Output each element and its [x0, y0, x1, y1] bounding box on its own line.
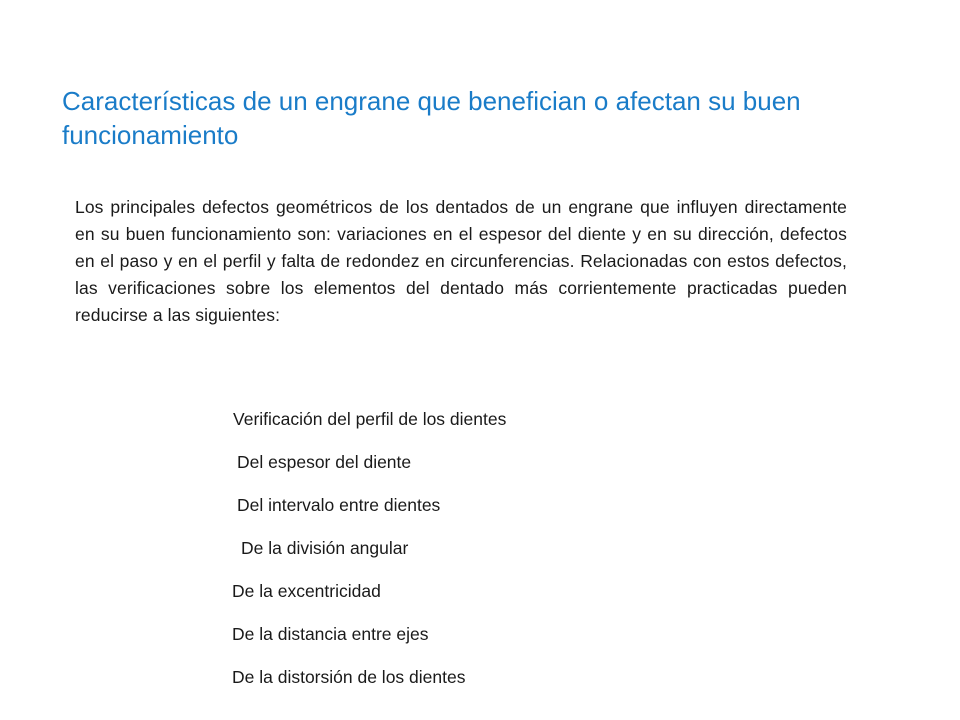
body-paragraph: Los principales defectos geométricos de los dentados de un engrane que influyen directamente en su buen funcionamiento son: variaciones en el espesor del diente y en su dirección, defectos en el paso y en el perfil y falta de redondez en circunferencias. Relacionadas con estos defectos, las verificaciones sobre los elementos del dentado más corrientemente practicadas pueden reducirse a las siguientes: [75, 197, 847, 325]
list-item-eccentricity: De la excentricidad [232, 581, 381, 601]
list-item-angular-division: De la división angular [241, 538, 409, 558]
list-item-thickness: Del espesor del diente [237, 452, 412, 472]
list-item-interval: Del intervalo entre dientes [237, 495, 441, 515]
list-item-profile: Verificación del perfil de los dientes [233, 409, 507, 429]
list-item-distortion: De la distorsión de los dientes [232, 667, 466, 687]
slide-title: Características de un engrane que benefician o afectan su buen funcionamiento [62, 86, 801, 150]
list-item-axis-distance: De la distancia entre ejes [232, 624, 429, 644]
